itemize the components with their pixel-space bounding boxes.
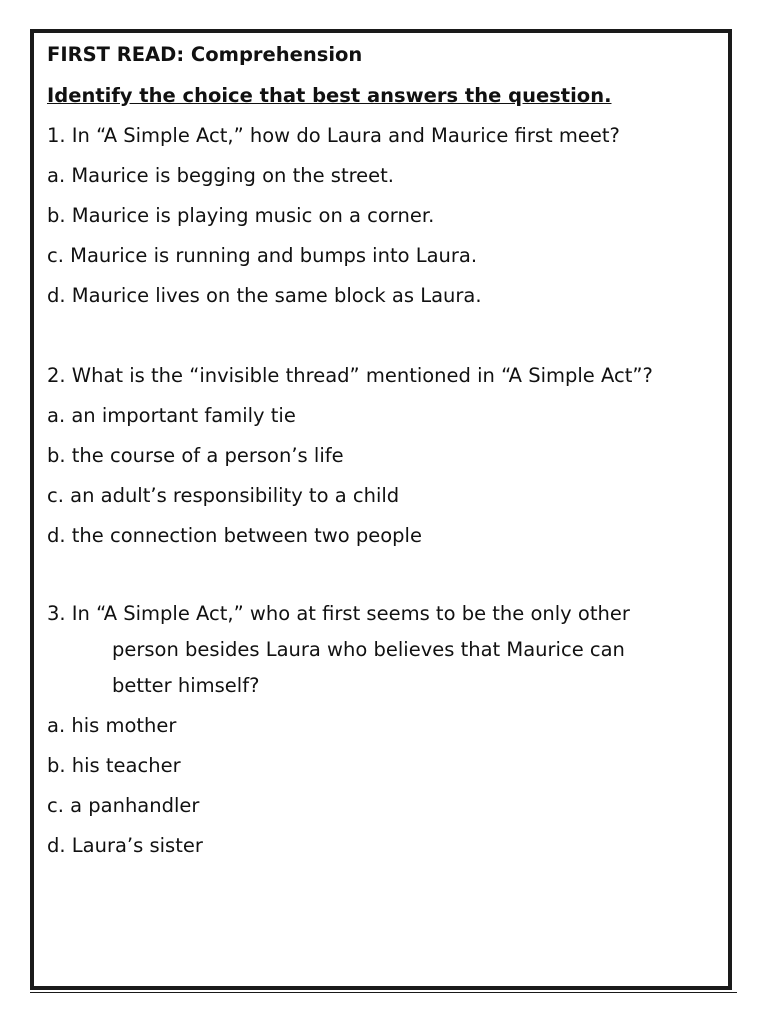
question-2-choice-c: c. an adult’s responsibility to a child	[47, 484, 400, 507]
question-1-choice-a: a. Maurice is begging on the street.	[47, 164, 395, 187]
question-spacer	[47, 548, 717, 588]
worksheet-instruction: Identify the choice that best answers the question.	[47, 84, 612, 107]
question-3-prompt-line-1: 3. In “A Simple Act,” who at first seems to be the only other	[47, 602, 630, 625]
worksheet-content	[47, 43, 717, 858]
question-1-prompt: 1. In “A Simple Act,” how do Laura and Maurice first meet?	[47, 124, 620, 147]
question-3-prompt-line-3: better himself?	[112, 674, 260, 697]
question-2-choice-a: a. an important family tie	[47, 404, 296, 427]
question-3-choice-c: c. a panhandler	[47, 794, 200, 817]
question-1-choice-b: b. Maurice is playing music on a corner.	[47, 204, 435, 227]
question-spacer	[47, 308, 717, 348]
question-1	[47, 124, 717, 148]
question-1-choice-d: d. Maurice lives on the same block as Laura.	[47, 284, 482, 307]
question-2-choice-b: b. the course of a person’s life	[47, 444, 344, 467]
question-3-choice-b: b. his teacher	[47, 754, 181, 777]
question-2-prompt: 2. What is the “invisible thread” mentioned in “A Simple Act”?	[47, 364, 653, 387]
question-2	[47, 364, 717, 388]
question-3-choice-d: d. Laura’s sister	[47, 834, 203, 857]
question-3-choice-a: a. his mother	[47, 714, 177, 737]
page-border-bottom-line	[30, 992, 737, 993]
worksheet-heading: FIRST READ: Comprehension	[47, 43, 363, 66]
question-3	[47, 602, 717, 698]
question-2-choice-d: d. the connection between two people	[47, 524, 422, 547]
question-1-choice-c: c. Maurice is running and bumps into Laura.	[47, 244, 478, 267]
question-3-prompt-line-2: person besides Laura who believes that Maurice can	[112, 638, 625, 661]
